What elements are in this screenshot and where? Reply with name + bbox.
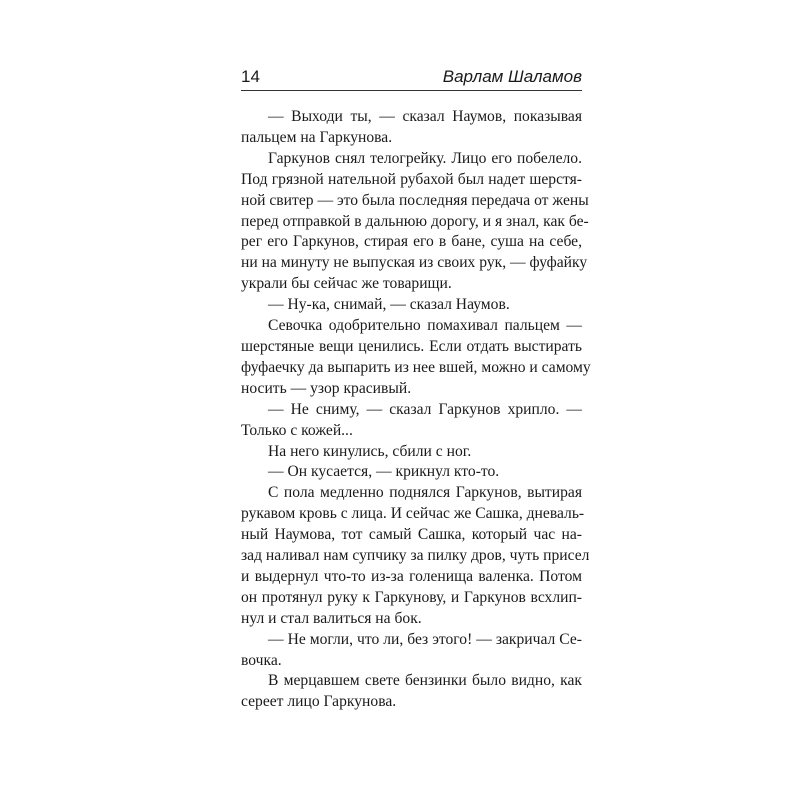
text-line: нул и стал валиться на бок. — [241, 609, 422, 627]
text-line: сереет лицо Гаркунова. — [241, 693, 397, 711]
text-line: — Ну-ка, снимай, — сказал Наумов. — [268, 296, 510, 314]
text-line: Под грязной нательной рубахой был надет шерстя- — [241, 170, 582, 188]
paragraph — [241, 462, 582, 483]
text-line: — Не могли, что ли, без этого! — закричал Се- — [268, 630, 582, 648]
text-line: рег его Гаркунов, стирая его в бане, суша на себе, — [241, 233, 582, 251]
text-line: ной свитер — это была последняя передача от жены — [241, 191, 589, 209]
paragraph — [241, 671, 582, 713]
running-header — [241, 64, 582, 91]
text-line: С пола медленно поднялся Гаркунов, вытирая — [268, 484, 582, 502]
page-body-text — [241, 107, 591, 713]
text-line: В мерцавшем свете бензинки было видно, как — [268, 672, 582, 690]
paragraph — [241, 630, 582, 672]
text-line: и выдернул что-то из-за голенища валенка. Потом — [241, 567, 582, 585]
text-line: Севочка одобрительно помахивал пальцем — — [268, 317, 582, 335]
paragraph — [241, 107, 582, 149]
paragraph — [241, 149, 589, 295]
paragraph — [241, 483, 590, 629]
paragraph — [241, 295, 582, 316]
text-line: шерстяные вещи ценились. Если отдать выстирать — [241, 337, 582, 355]
paragraph — [241, 442, 582, 463]
text-line: фуфаечку да выпарить из нее вшей, можно и самому — [241, 358, 591, 376]
text-line: ный Наумова, тот самый Сашка, который час на- — [241, 526, 582, 544]
text-line: перед отправкой в дальнюю дорогу, и я знал, как бе- — [241, 212, 589, 230]
text-line: — Выходи ты, — сказал Наумов, показывая — [268, 108, 582, 125]
text-line: ни на минуту не выпуская из своих рук, — фуфайку — [241, 254, 588, 272]
text-line: Гаркунов снял телогрейку. Лицо его побелело. — [268, 149, 582, 167]
text-line: — Он кусается, — крикнул кто-то. — [268, 463, 500, 481]
running-head-author: Варлам Шаламов — [442, 67, 582, 86]
text-line: зад наливал нам супчику за пилку дров, чуть присел — [241, 547, 590, 565]
text-line: Только с кожей... — [241, 421, 353, 439]
text-line: рукавом кровь с лица. И сейчас же Сашка, дневаль- — [241, 505, 585, 523]
text-line: носить — узор красивый. — [241, 379, 412, 397]
text-line: На него кинулись, сбили с ног. — [268, 442, 472, 460]
book-page — [241, 64, 591, 713]
paragraph — [241, 400, 582, 442]
paragraph — [241, 316, 591, 400]
text-line: — Не сниму, — сказал Гаркунов хрипло. — — [268, 400, 582, 418]
page-number: 14 — [241, 67, 260, 86]
text-line: он протянул руку к Гаркунову, и Гаркунов всхлип- — [241, 588, 582, 606]
text-line: вочка. — [241, 651, 282, 669]
text-line: пальцем на Гаркунова. — [241, 128, 393, 146]
text-line: украли бы сейчас же товарищи. — [241, 275, 452, 293]
